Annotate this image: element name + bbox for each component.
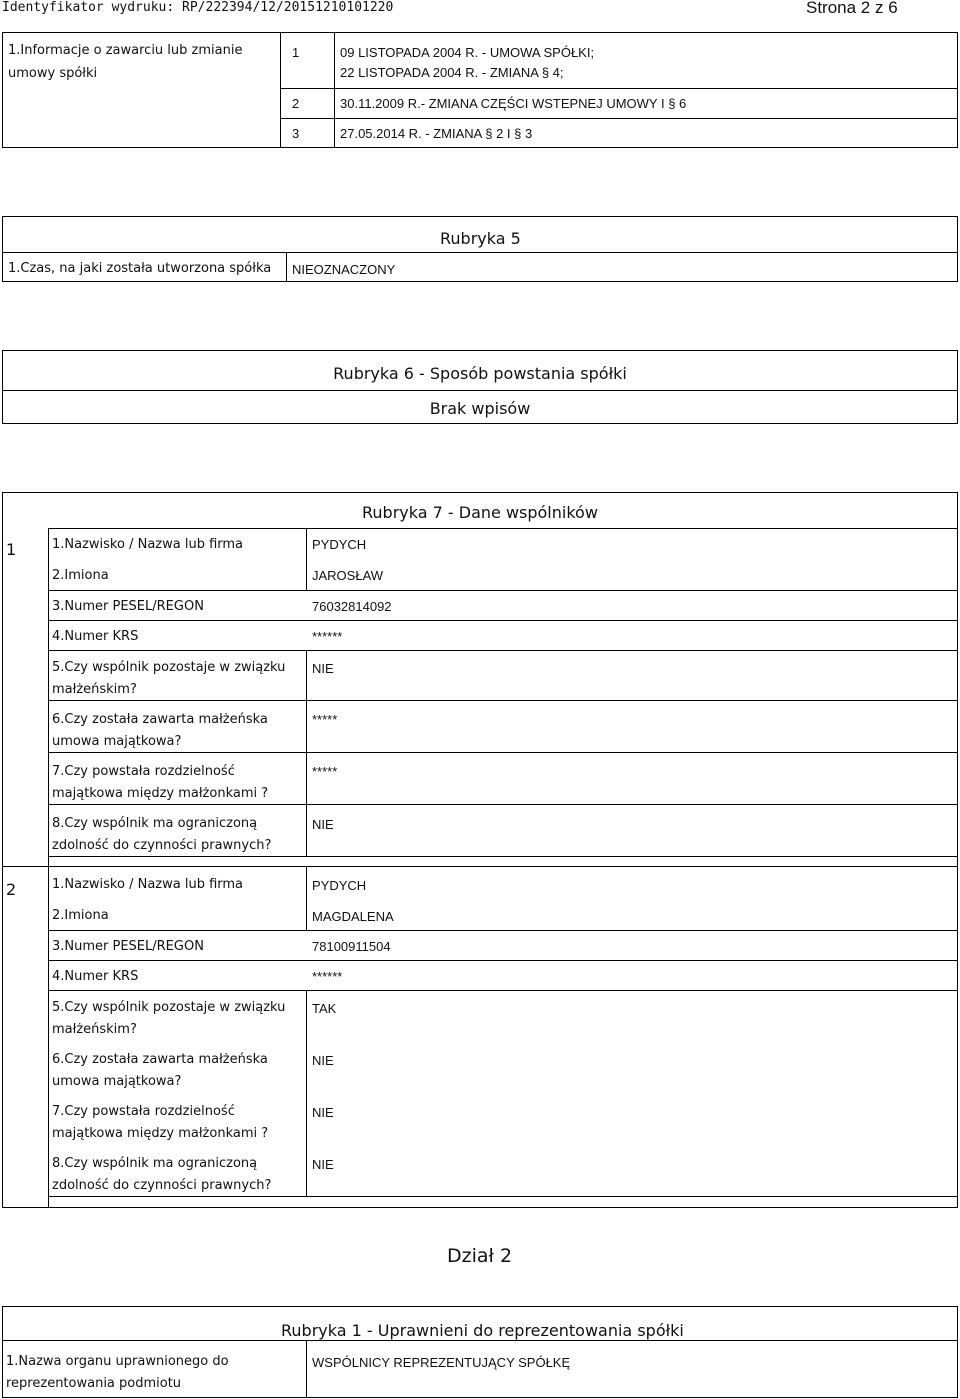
partner-krs: ****** — [312, 969, 343, 984]
label-agreement-1: 6.Czy została zawarta małżeńska — [52, 712, 268, 727]
partner-name: PYDYCH — [312, 878, 367, 893]
contract-info-label-2: umowy spółki — [8, 66, 98, 81]
contract-entry-no: 3 — [292, 126, 300, 141]
label-agreement-2: umowa majątkowa? — [52, 734, 182, 749]
label-krs: 4.Numer KRS — [52, 629, 139, 644]
partner-limited-capacity: NIE — [312, 1157, 334, 1172]
rubryka-5-title: Rubryka 5 — [440, 229, 521, 248]
label-capacity-1: 8.Czy wspólnik ma ograniczoną — [52, 1156, 258, 1171]
partner-limited-capacity: NIE — [312, 817, 334, 832]
partner-first-names: MAGDALENA — [312, 909, 394, 924]
dzial-2-rubryka-1-title: Rubryka 1 - Uprawnieni do reprezentowania spółki — [281, 1321, 684, 1340]
label-pesel: 3.Numer PESEL/REGON — [52, 599, 204, 614]
label-separation-2: majątkowa między małżonkami ? — [52, 1126, 269, 1141]
rubryka-6-value: Brak wpisów — [429, 399, 531, 418]
partner-married: NIE — [312, 661, 334, 676]
representation-label-2: reprezentowania podmiotu — [6, 1376, 182, 1391]
partner-separation: NIE — [312, 1105, 334, 1120]
partner-number: 1 — [6, 540, 17, 559]
partner-krs: ****** — [312, 629, 343, 644]
rubryka-6-title: Rubryka 6 - Sposób powstania spółki — [333, 364, 627, 383]
partner-marital-agreement: NIE — [312, 1053, 334, 1068]
label-separation-1: 7.Czy powstała rozdzielność — [52, 764, 235, 779]
label-name: 1.Nazwisko / Nazwa lub firma — [52, 537, 244, 552]
partner-separation: ***** — [312, 764, 338, 779]
label-krs: 4.Numer KRS — [52, 969, 139, 984]
label-married-2: małżeńskim? — [52, 682, 137, 697]
label-first-names: 2.Imiona — [52, 568, 109, 583]
rubryka-5-label: 1.Czas, na jaki została utworzona spółka — [8, 261, 272, 276]
partner-pesel: 76032814092 — [312, 599, 392, 614]
partner-marital-agreement: ***** — [312, 712, 338, 727]
label-pesel: 3.Numer PESEL/REGON — [52, 939, 204, 954]
label-first-names: 2.Imiona — [52, 908, 109, 923]
label-capacity-2: zdolność do czynności prawnych? — [52, 838, 272, 853]
contract-entry-text: 27.05.2014 R. - ZMIANA § 2 I § 3 — [340, 126, 533, 141]
label-agreement-1: 6.Czy została zawarta małżeńska — [52, 1052, 268, 1067]
rubryka-5-value: NIEOZNACZONY — [292, 262, 396, 277]
label-separation-2: majątkowa między małżonkami ? — [52, 786, 269, 801]
label-capacity-2: zdolność do czynności prawnych? — [52, 1178, 272, 1193]
label-married-1: 5.Czy wspólnik pozostaje w związku — [52, 1000, 286, 1015]
contract-info-label-1: 1.Informacje o zawarciu lub zmianie — [8, 43, 243, 58]
print-identifier: Identyfikator wydruku: RP/222394/12/20151210101220 — [2, 0, 394, 15]
contract-entry-text: 22 LISTOPADA 2004 R. - ZMIANA § 4; — [340, 65, 564, 80]
contract-entry-text: 09 LISTOPADA 2004 R. - UMOWA SPÓŁKI; — [340, 45, 595, 60]
label-separation-1: 7.Czy powstała rozdzielność — [52, 1104, 235, 1119]
partner-married: TAK — [312, 1001, 337, 1016]
partner-name: PYDYCH — [312, 537, 367, 552]
partner-number: 2 — [6, 880, 17, 899]
section-title: Dział 2 — [447, 1245, 513, 1267]
label-name: 1.Nazwisko / Nazwa lub firma — [52, 877, 244, 892]
contract-entry-text: 30.11.2009 R.- ZMIANA CZĘŚCI WSTEPNEJ UMOWY I § 6 — [340, 96, 687, 111]
partner-first-names: JAROSŁAW — [312, 568, 384, 583]
rubryka-7-title: Rubryka 7 - Dane wspólników — [362, 503, 598, 522]
label-married-2: małżeńskim? — [52, 1022, 137, 1037]
label-capacity-1: 8.Czy wspólnik ma ograniczoną — [52, 816, 258, 831]
representation-label-1: 1.Nazwa organu uprawnionego do — [6, 1354, 229, 1369]
representation-value: WSPÓLNICY REPREZENTUJĄCY SPÓŁKĘ — [312, 1355, 571, 1370]
contract-entry-no: 1 — [292, 45, 300, 60]
partner-pesel: 78100911504 — [312, 939, 391, 954]
label-agreement-2: umowa majątkowa? — [52, 1074, 182, 1089]
contract-entry-no: 2 — [292, 96, 300, 111]
label-married-1: 5.Czy wspólnik pozostaje w związku — [52, 660, 286, 675]
page-number: Strona 2 z 6 — [806, 0, 898, 17]
